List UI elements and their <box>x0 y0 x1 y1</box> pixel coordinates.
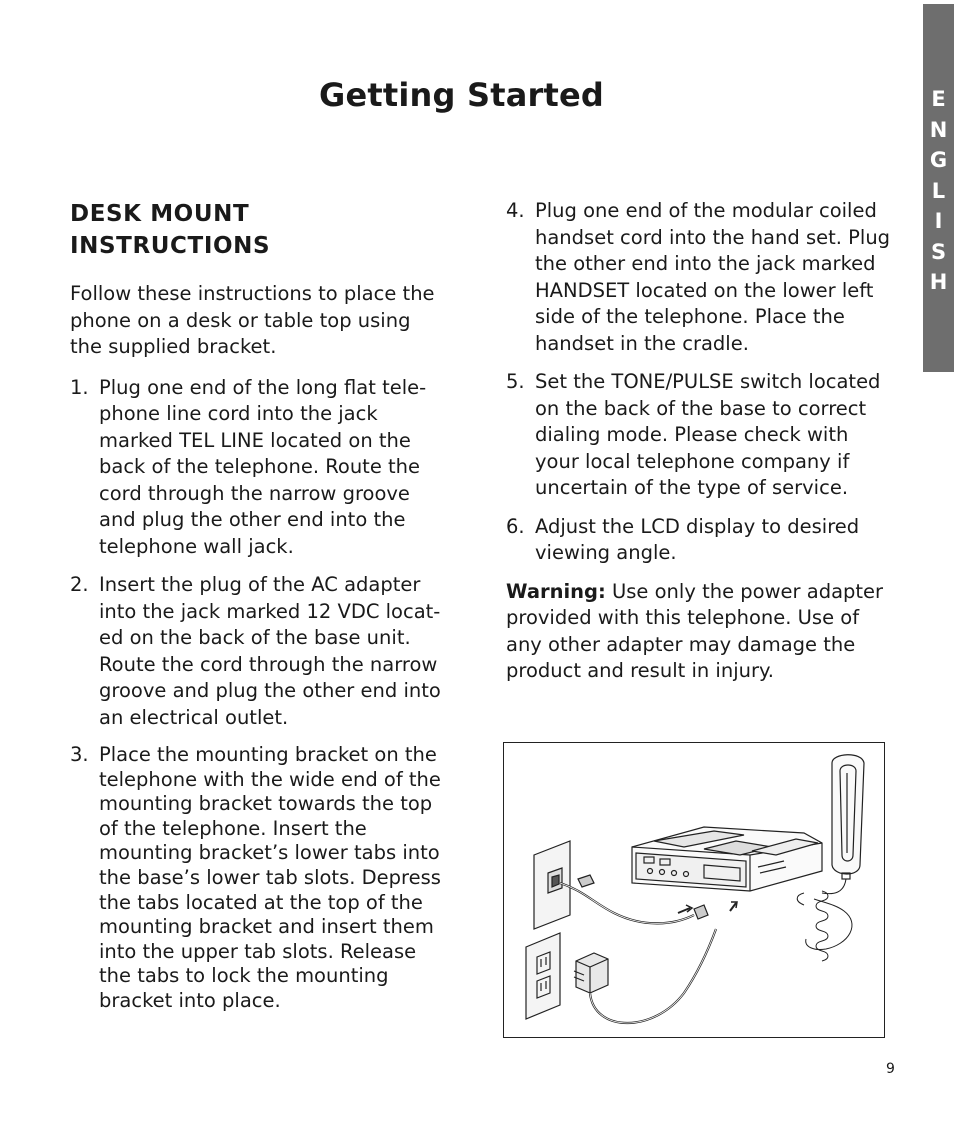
page-title: Getting Started <box>319 76 604 114</box>
tab-letter: H <box>929 270 948 294</box>
warning-label: Warning: <box>506 579 606 603</box>
tab-letter: G <box>929 148 948 172</box>
step-number: 3. <box>70 743 89 766</box>
step-text: Set the TONE/PULSE switch located on the back of the base to correct dialing mode. Please check with your local telephone company if uncertain of the type of service. <box>535 370 881 499</box>
intro-paragraph: Follow these instructions to place the phone on a desk or table top using the supplied bracket. <box>70 282 435 358</box>
step-text: Plug one end of the long flat tele-phone line cord into the jack marked TEL LINE located on the back of the telephone. Route the cord through the narrow groove and plug the other end into the telephone wall jack. <box>99 375 427 558</box>
tab-letter: L <box>931 178 946 203</box>
coiled-cord <box>806 891 852 961</box>
step-text: Adjust the LCD display to desired viewing angle. <box>535 514 860 564</box>
step-number: 4. <box>506 199 525 222</box>
step-item <box>506 514 891 567</box>
right-column <box>506 198 891 685</box>
handset <box>832 755 864 879</box>
step-text: Place the mounting bracket on the telephone with the wide end of the mounting bracket towards the top of the telephone. Insert the mounting bracket’s lower tabs into the base’s lower tab slots. Depress the tabs located at the top of the mounting bracket and insert them into the upper tab slots. Release the tabs to lock the mounting bracket into place. <box>99 743 441 1012</box>
tab-letter: N <box>929 117 948 142</box>
ac-adapter <box>574 953 608 993</box>
step-number: 1. <box>70 375 89 399</box>
step-text: Plug one end of the modular coiled handset cord into the hand set. Plug the other end into the jack marked HANDSET located on the lower left side of the telephone. Place the handset in the cradle. <box>535 199 891 355</box>
warning-text: Use only the power adapter provided with this telephone. Use of any other adapter may damage the product and result in injury. <box>506 579 884 682</box>
language-side-tab <box>923 4 954 372</box>
tab-letter: I <box>934 209 943 233</box>
step-item <box>506 198 891 357</box>
telephone-base <box>632 827 822 891</box>
section-heading <box>70 198 445 262</box>
step-item <box>70 375 445 561</box>
step-number: 6. <box>506 514 525 538</box>
heading-line: DESK MOUNT <box>70 201 250 227</box>
warning-paragraph <box>506 579 891 685</box>
steps-list-left <box>70 375 445 1014</box>
step-item <box>506 369 891 502</box>
tab-letter: E <box>931 87 946 111</box>
step-text: Insert the plug of the AC adapter into the jack marked 12 VDC locat-ed on the back of the base unit. Route the cord through the narrow groove and plug the other end into an electrical outlet. <box>99 573 441 729</box>
phone-setup-drawing <box>504 743 883 1036</box>
installation-illustration <box>503 742 885 1038</box>
left-column <box>70 198 445 1026</box>
step-item <box>70 743 445 1014</box>
step-number: 5. <box>506 370 525 393</box>
steps-list-right <box>506 198 891 567</box>
step-item <box>70 572 445 731</box>
wall-power-outlet <box>526 933 560 1019</box>
heading-line: INSTRUCTIONS <box>70 233 271 259</box>
tab-letter: S <box>930 239 947 264</box>
page-number: 9 <box>886 1061 895 1077</box>
step-number: 2. <box>70 573 89 596</box>
